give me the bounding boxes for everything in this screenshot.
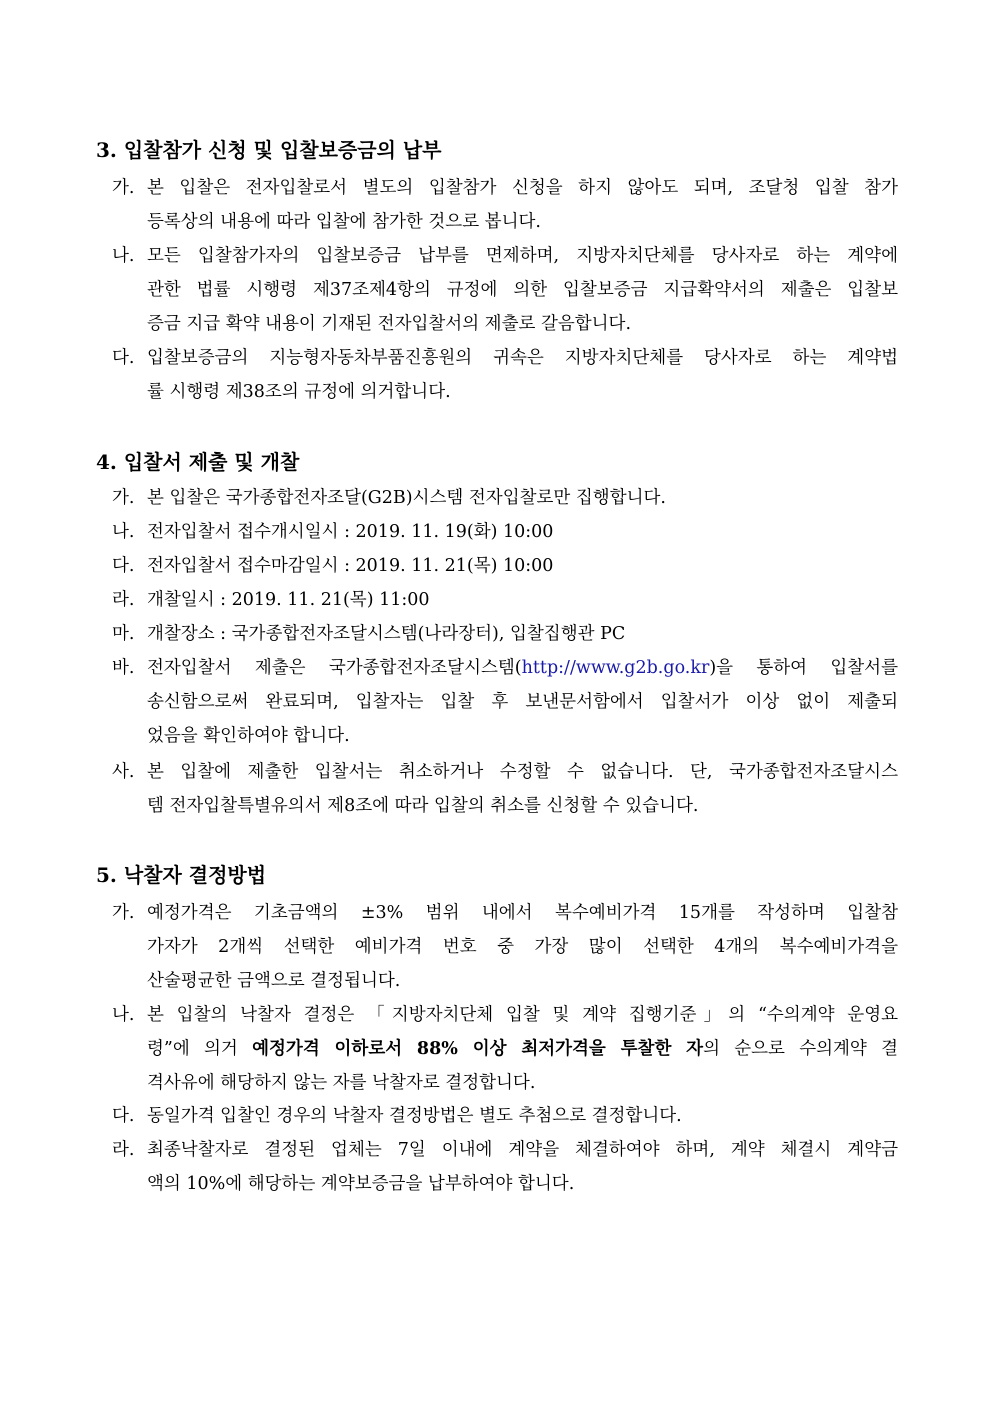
- item-line: 증금 지급 확약 내용이 기재된 전자입찰서의 제출로 갈음합니다.: [147, 314, 632, 334]
- item-line: 템 전자입찰특별유의서 제8조에 따라 입찰의 취소를 신청할 수 있습니다.: [147, 796, 699, 816]
- item-line: 개찰일시 : 2019. 11. 21(목) 11:00: [147, 590, 430, 610]
- item-marker: 나.: [112, 246, 135, 266]
- section-5-heading: 5. 낙찰자 결정방법: [96, 863, 267, 887]
- item-line: 가자가 2개씩 선택한 예비가격 번호 중 가장 많이 선택한 4개의 복수예비가격을: [147, 937, 898, 957]
- item-marker: 다.: [112, 348, 135, 368]
- item-line: 본 입찰의 낙찰자 결정은 「지방자치단체 입찰 및 계약 집행기준」의 “수의계약 운영요: [147, 1005, 898, 1025]
- item-line: 었음을 확인하여야 합니다.: [147, 726, 350, 746]
- item-line: 격사유에 해당하지 않는 자를 낙찰자로 결정합니다.: [147, 1073, 536, 1093]
- item-line: 산술평균한 금액으로 결정됩니다.: [147, 971, 401, 991]
- section-3-heading: 3. 입찰참가 신청 및 입찰보증금의 납부: [96, 138, 442, 162]
- emphasis-text: 예정가격 이하로서 88% 이상 최저가격을 투찰한 자: [252, 1039, 704, 1059]
- item-marker: 바.: [112, 658, 135, 678]
- item-marker: 가.: [112, 488, 135, 508]
- item-marker: 나.: [112, 1005, 135, 1025]
- item-line-with-link: [147, 651, 898, 685]
- item-line: 동일가격 입찰인 경우의 낙찰자 결정방법은 별도 추첨으로 결정합니다.: [147, 1106, 682, 1126]
- item-line: 률 시행령 제38조의 규정에 의거합니다.: [147, 382, 451, 402]
- item-text: 전자입찰서 제출은 국가종합전자조달시스템(: [147, 658, 522, 678]
- item-line: 예정가격은 기초금액의 ±3% 범위 내에서 복수예비가격 15개를 작성하며 입찰참: [147, 903, 898, 923]
- item-line: 전자입찰서 접수개시일시 : 2019. 11. 19(화) 10:00: [147, 522, 554, 542]
- item-line: 본 입찰에 제출한 입찰서는 취소하거나 수정할 수 없습니다. 단, 국가종합전자조달시스: [147, 762, 898, 782]
- item-marker: 마.: [112, 624, 135, 644]
- item-marker: 사.: [112, 762, 135, 782]
- item-marker: 라.: [112, 590, 135, 610]
- item-line: 송신함으로써 완료되며, 입찰자는 입찰 후 보낸문서함에서 입찰서가 이상 없이 제출되: [147, 692, 898, 712]
- item-text: )을 통하여 입찰서를: [709, 658, 898, 678]
- item-line-with-emphasis: [147, 1032, 898, 1066]
- item-line: 관한 법률 시행령 제37조제4항의 규정에 의한 입찰보증금 지급확약서의 제출은 입찰보: [147, 280, 898, 300]
- item-marker: 라.: [112, 1140, 135, 1160]
- item-line: 개찰장소 : 국가종합전자조달시스템(나라장터), 입찰집행관 PC: [147, 624, 626, 644]
- item-line: 등록상의 내용에 따라 입찰에 참가한 것으로 봅니다.: [147, 212, 541, 232]
- item-text: 의 순으로 수의계약 결: [703, 1039, 899, 1059]
- item-marker: 나.: [112, 522, 135, 542]
- item-marker: 가.: [112, 903, 135, 923]
- section-4-heading: 4. 입찰서 제출 및 개찰: [96, 450, 300, 474]
- item-text: 령”에 의거: [147, 1039, 253, 1059]
- item-line: 최종낙찰자로 결정된 업체는 7일 이내에 계약을 체결하여야 하며, 계약 체결시 계약금: [147, 1140, 898, 1160]
- item-line: 본 입찰은 국가종합전자조달(G2B)시스템 전자입찰로만 집행합니다.: [147, 488, 666, 508]
- item-line: 액의 10%에 해당하는 계약보증금을 납부하여야 합니다.: [147, 1174, 575, 1194]
- item-line: 입찰보증금의 지능형자동차부품진흥원의 귀속은 지방자치단체를 당사자로 하는 계약법: [147, 348, 898, 368]
- item-marker: 다.: [112, 1106, 135, 1126]
- item-line: 본 입찰은 전자입찰로서 별도의 입찰참가 신청을 하지 않아도 되며, 조달청 입찰 참가: [147, 178, 898, 198]
- item-line: 모든 입찰참가자의 입찰보증금 납부를 면제하며, 지방자치단체를 당사자로 하는 계약에: [147, 246, 898, 266]
- item-marker: 다.: [112, 556, 135, 576]
- item-line: 전자입찰서 접수마감일시 : 2019. 11. 21(목) 10:00: [147, 556, 554, 576]
- item-marker: 가.: [112, 178, 135, 198]
- g2b-link[interactable]: http://www.g2b.go.kr: [521, 658, 710, 678]
